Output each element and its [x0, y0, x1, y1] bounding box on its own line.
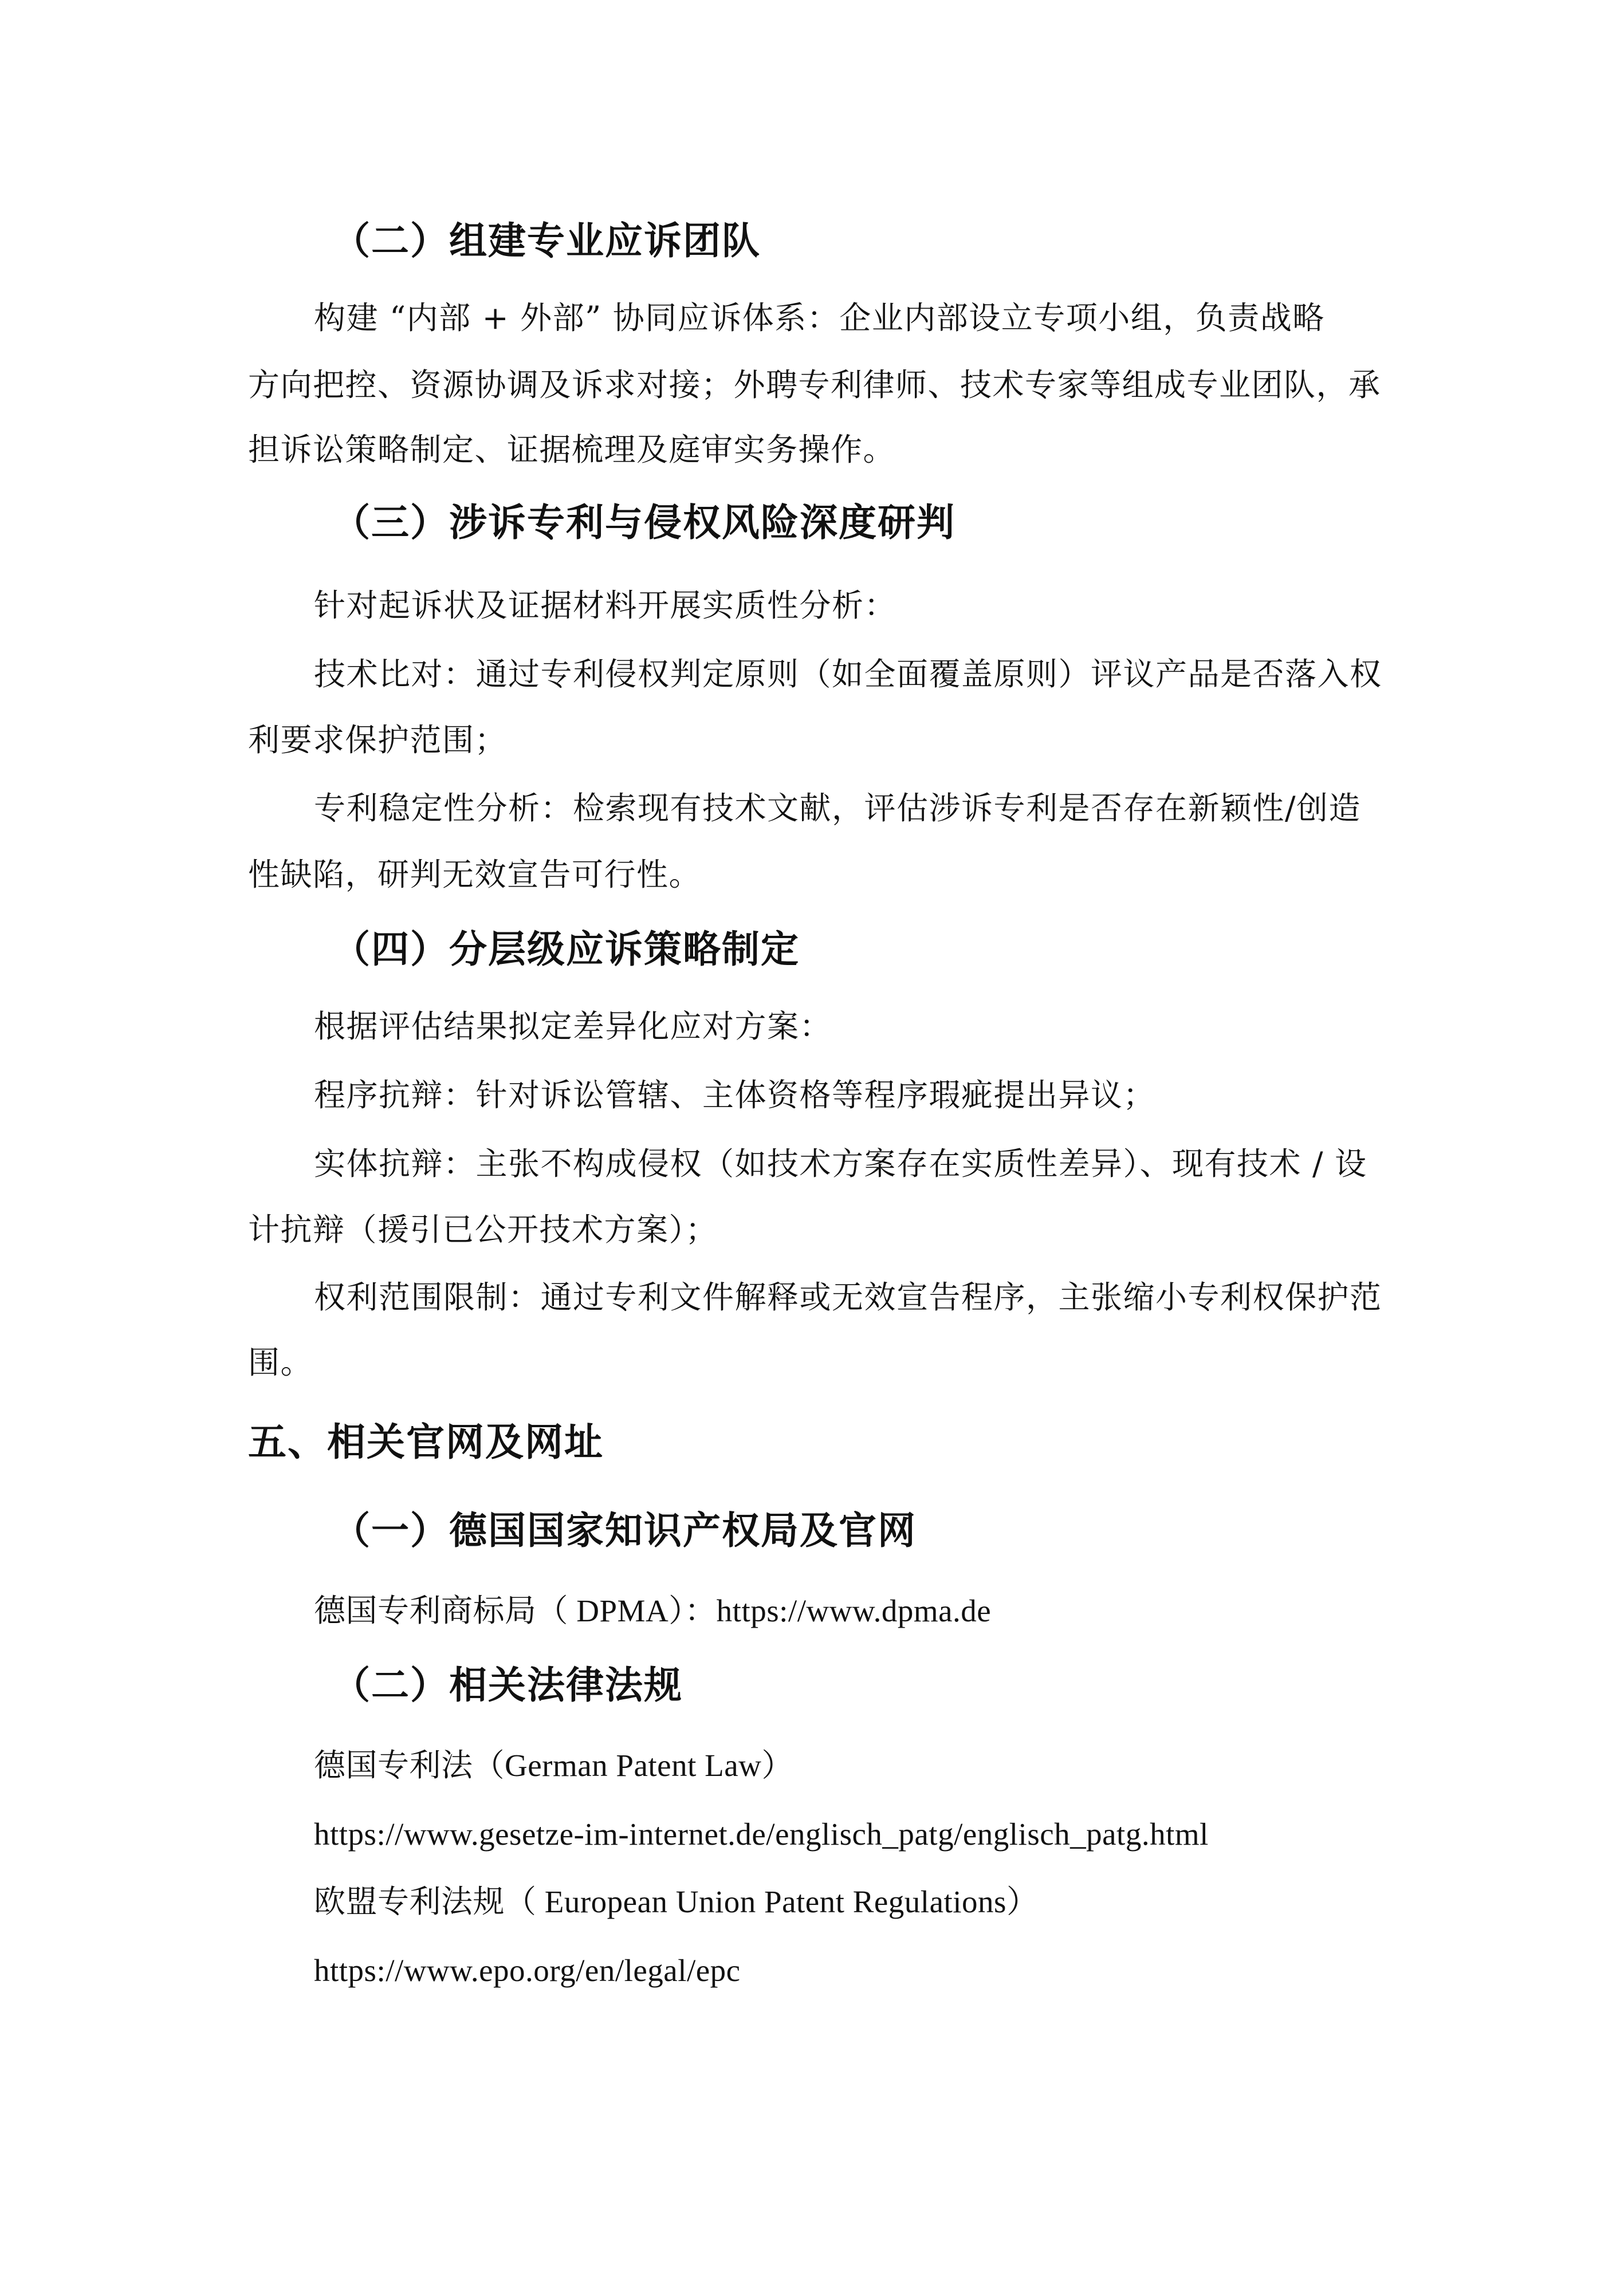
- paragraph-line: 方向把控、资源协调及诉求对接；外聘专利律师、技术专家等组成专业团队，承: [248, 367, 1381, 403]
- part-heading-websites: 五、相关官网及网址: [248, 1420, 604, 1464]
- section-heading-team: （二）组建专业应诉团队: [332, 219, 761, 263]
- law-url-german[interactable]: https://www.gesetze-im-internet.de/englisch_patg/englisch_patg.html: [314, 1817, 1209, 1852]
- paragraph-line: [314, 302, 1385, 334]
- law-title-german: 德国专利法（German Patent Law）: [314, 1748, 793, 1783]
- paragraph-line: 专利稳定性分析：检索现有技术文献，评估涉诉专利是否存在新颖性/创造: [314, 790, 1362, 826]
- paragraph-line: 实体抗辩：主张不构成侵权（如技术方案存在实质性差异）、现有技术 / 设: [314, 1145, 1367, 1182]
- paragraph-line: 程序抗辩：针对诉讼管辖、主体资格等程序瑕疵提出异议；: [314, 1077, 1156, 1113]
- section-heading-ipo: （一）德国国家知识产权局及官网: [332, 1509, 917, 1553]
- section-heading-analysis: （三）涉诉专利与侵权风险深度研判: [332, 501, 955, 545]
- section-heading-laws: （二）相关法律法规: [332, 1663, 683, 1707]
- paragraph-line: 针对起诉状及证据材料开展实质性分析：: [314, 587, 897, 624]
- paragraph-line: 性缺陷，研判无效宣告可行性。: [248, 856, 702, 893]
- paragraph-line: 根据评估结果拟定差异化应对方案：: [314, 1008, 832, 1045]
- paragraph-line: 担诉讼策略制定、证据梳理及庭审实务操作。: [248, 431, 896, 468]
- paragraph-line: 计抗辩（援引已公开技术方案）；: [248, 1211, 718, 1248]
- paragraph-line: 利要求保护范围；: [248, 722, 508, 758]
- paragraph-line: 权利范围限制：通过专利文件解释或无效宣告程序，主张缩小专利权保护范: [314, 1279, 1382, 1316]
- law-title-eu: 欧盟专利法规（ European Union Patent Regulations）: [314, 1884, 1039, 1919]
- paragraph-line: 技术比对：通过专利侵权判定原则（如全面覆盖原则）评议产品是否落入权: [314, 656, 1382, 692]
- paragraph-line: 围。: [248, 1344, 313, 1381]
- paragraph-text: 构建 “内部 + 外部” 协同应诉体系：企业内部设立专项小组，负责战略: [314, 300, 1325, 336]
- section-heading-strategy: （四）分层级应诉策略制定: [332, 927, 800, 971]
- law-url-eu[interactable]: https://www.epo.org/en/legal/epc: [314, 1953, 741, 1988]
- dpma-link-line: 德国专利商标局（ DPMA）：https://www.dpma.de: [314, 1593, 992, 1628]
